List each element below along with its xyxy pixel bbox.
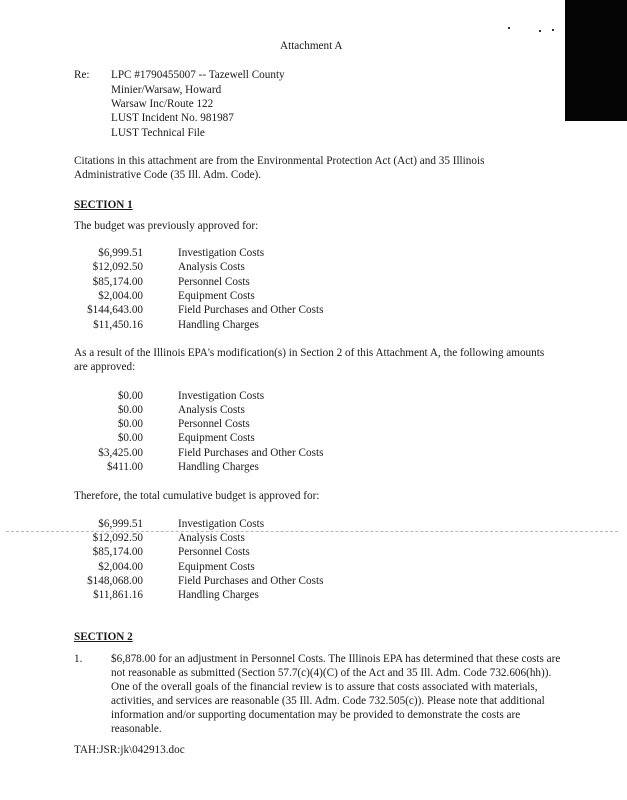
previous-amount: $11,450.16: [93, 319, 143, 331]
total-label: Handling Charges: [178, 589, 259, 601]
re-label: Re:: [74, 69, 90, 81]
total-amount: $85,174.00: [92, 546, 143, 558]
intro-paragraph: Citations in this attachment are from the Environmental Protection Act (Act) and 35 Illinois Administrative Code (35 Ill. Adm. Code).: [74, 155, 485, 181]
previous-amount: $85,174.00: [92, 276, 143, 288]
scan-edge-bar: [565, 0, 627, 121]
total-label: Analysis Costs: [178, 532, 245, 544]
modification-intro: As a result of the Illinois EPA's modification(s) in Section 2 of this Attachment A, the following amounts are approved:: [74, 347, 545, 373]
modified-amount: $411.00: [107, 461, 143, 473]
previous-label: Analysis Costs: [178, 261, 245, 273]
total-amount: $2,004.00: [98, 561, 143, 573]
modified-label: Handling Charges: [178, 461, 259, 473]
scan-speck: [552, 29, 554, 31]
previous-label: Handling Charges: [178, 319, 259, 331]
modified-amount: $0.00: [117, 432, 143, 444]
total-amount: $148,068.00: [87, 575, 143, 587]
modified-label: Investigation Costs: [178, 390, 265, 402]
previous-label: Investigation Costs: [178, 247, 265, 259]
page-title: Attachment A: [280, 40, 343, 52]
total-amount: $12,092.50: [92, 532, 143, 544]
modified-label: Analysis Costs: [178, 404, 245, 416]
previous-amount: $6,999.51: [98, 247, 143, 259]
modified-label: Equipment Costs: [178, 432, 255, 444]
modified-amount: $0.00: [117, 404, 143, 416]
file-reference: TAH:JSR:jk\042913.doc: [74, 744, 185, 756]
section-1-heading: SECTION 1: [74, 199, 133, 211]
re-line: Warsaw Inc/Route 122: [111, 98, 214, 110]
item-number: 1.: [74, 653, 83, 665]
previous-label: Equipment Costs: [178, 290, 255, 302]
modified-amount: $3,425.00: [98, 447, 143, 459]
previous-label: Personnel Costs: [178, 276, 250, 288]
total-amount: $11,861.16: [93, 589, 143, 601]
modified-amount: $0.00: [117, 390, 143, 402]
modified-label: Field Purchases and Other Costs: [178, 447, 324, 459]
total-amount: $6,999.51: [98, 518, 143, 530]
previous-budget-intro: The budget was previously approved for:: [74, 220, 259, 232]
previous-amount: $2,004.00: [98, 290, 143, 302]
total-budget-intro: Therefore, the total cumulative budget is approved for:: [74, 490, 320, 502]
item-text: $6,878.00 for an adjustment in Personnel Costs. The Illinois EPA has determined that these costs are not reasonable as submitted (Section 57.7(c)(4)(C) of the Act and 35 Ill. Adm. Code 732.606(hh)). One of the overall goals of the financial review is to assure that costs associated with materials, activities, and services are reasonable (35 Ill. Adm. Code 732.505(c)). Please note that additional information and/or supporting documentation may be provided to demonstrate the costs are reasonable.: [111, 653, 561, 735]
section-2-heading: SECTION 2: [74, 631, 133, 643]
total-label: Equipment Costs: [178, 561, 255, 573]
modified-amount: $0.00: [117, 418, 143, 430]
scan-speck: [539, 30, 541, 32]
re-line: Minier/Warsaw, Howard: [111, 84, 222, 96]
total-label: Field Purchases and Other Costs: [178, 575, 324, 587]
re-line: LUST Technical File: [111, 127, 205, 139]
re-line: LPC #1790455007 -- Tazewell County: [111, 69, 285, 81]
scan-speck: [508, 27, 510, 29]
previous-amount: $12,092.50: [92, 261, 143, 273]
previous-amount: $144,643.00: [87, 304, 143, 316]
previous-label: Field Purchases and Other Costs: [178, 304, 324, 316]
modified-label: Personnel Costs: [178, 418, 250, 430]
re-line: LUST Incident No. 981987: [111, 112, 234, 124]
total-label: Personnel Costs: [178, 546, 250, 558]
scan-artifact-line: [6, 531, 618, 532]
total-label: Investigation Costs: [178, 518, 265, 530]
